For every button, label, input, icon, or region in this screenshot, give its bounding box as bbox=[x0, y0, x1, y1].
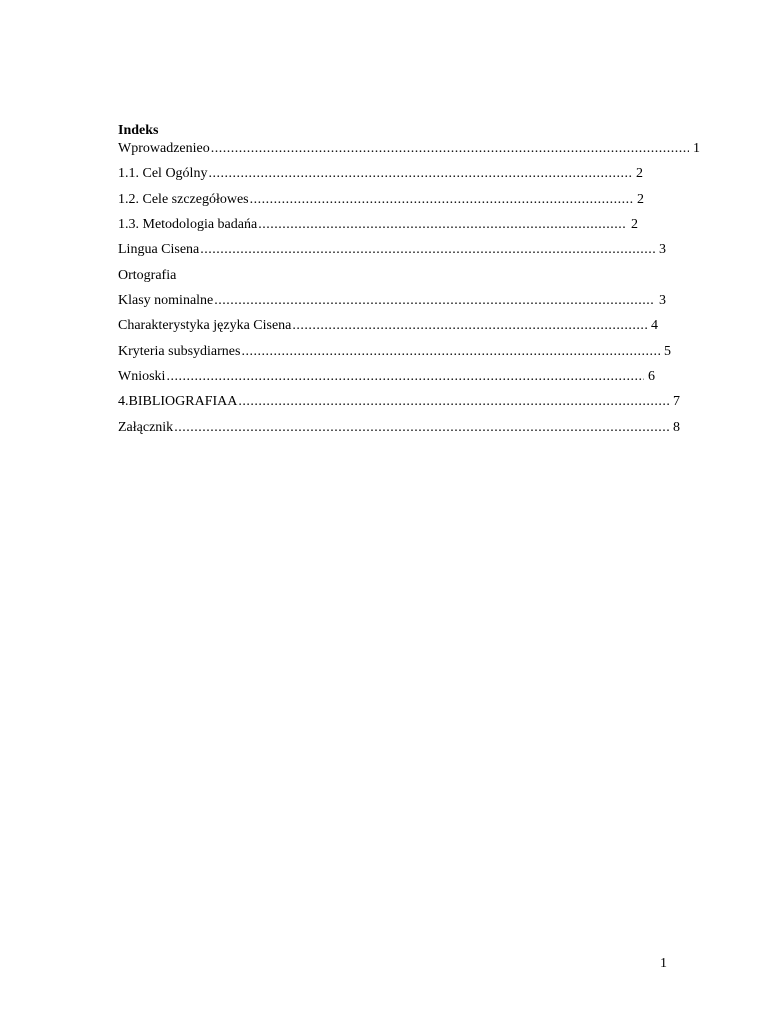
toc-entry-label: 1.2. Cele szczegółowes bbox=[118, 192, 249, 207]
toc-entry-label: Ortografia bbox=[118, 268, 177, 283]
toc-entry-label: Charakterystyka języka Cisena bbox=[118, 318, 292, 333]
toc-entry-page: 3 bbox=[659, 242, 666, 257]
toc-leader-dots bbox=[174, 419, 669, 437]
toc-heading: Indeks bbox=[118, 123, 159, 138]
toc-entry-general-goal[interactable] bbox=[118, 165, 643, 191]
toc-leader-dots bbox=[211, 140, 689, 158]
toc-entry-label: Kryteria subsydiarnes bbox=[118, 344, 241, 359]
toc-entry-page: 4 bbox=[651, 318, 658, 333]
toc-entry-page: 2 bbox=[637, 192, 644, 207]
toc-entry-nominal-classes[interactable] bbox=[118, 292, 666, 317]
toc-leader-dots bbox=[238, 393, 669, 411]
toc-entry-label: 1.1. Cel Ogólny bbox=[118, 166, 208, 181]
toc-entry-language-characteristics[interactable] bbox=[118, 317, 658, 343]
toc-entry-page: 3 bbox=[659, 293, 666, 308]
toc-entry-lingua-cisena[interactable] bbox=[118, 241, 666, 267]
toc-leader-dots bbox=[214, 292, 655, 310]
toc-entry-label: Klasy nominalne bbox=[118, 293, 214, 308]
toc-entry-page: 5 bbox=[664, 344, 671, 359]
toc-entry-page: 2 bbox=[631, 217, 638, 232]
toc-entry-specific-goals[interactable] bbox=[118, 191, 644, 216]
toc-leader-dots bbox=[258, 216, 627, 234]
toc-leader-dots bbox=[166, 368, 644, 386]
toc-leader-dots bbox=[200, 241, 655, 259]
toc-leader-dots bbox=[292, 317, 647, 335]
toc-entry-conclusions[interactable] bbox=[118, 368, 655, 393]
toc-entry-page: 7 bbox=[673, 394, 680, 409]
toc-entry-label: 4.BIBLIOGRAFIAA bbox=[118, 394, 238, 409]
toc-entry-subsidiary-criteria[interactable] bbox=[118, 343, 671, 368]
page-number: 1 bbox=[660, 956, 667, 971]
toc-leader-dots bbox=[208, 165, 632, 183]
toc-leader-dots bbox=[250, 191, 633, 209]
toc-entry-orthography[interactable] bbox=[118, 267, 666, 292]
toc-entry-page: 8 bbox=[673, 420, 680, 435]
toc-entry-label: Wnioski bbox=[118, 369, 166, 384]
toc-entry-methodology[interactable] bbox=[118, 216, 638, 241]
toc-entry-page: 1 bbox=[693, 141, 700, 156]
toc-entry-label: Wprowadzenieo bbox=[118, 141, 210, 156]
toc-entry-page: 6 bbox=[648, 369, 655, 384]
toc-entry-introduction[interactable] bbox=[118, 140, 700, 165]
toc-entry-appendix[interactable] bbox=[118, 419, 680, 444]
toc-entry-label: Załącznik bbox=[118, 420, 174, 435]
toc-entry-bibliography[interactable] bbox=[118, 393, 680, 419]
toc-leader-dots bbox=[241, 343, 660, 361]
toc-entry-label: 1.3. Metodologia badańa bbox=[118, 217, 258, 232]
table-of-contents bbox=[118, 122, 718, 444]
toc-entry-page: 2 bbox=[636, 166, 643, 181]
toc-entry-label: Lingua Cisena bbox=[118, 242, 200, 257]
